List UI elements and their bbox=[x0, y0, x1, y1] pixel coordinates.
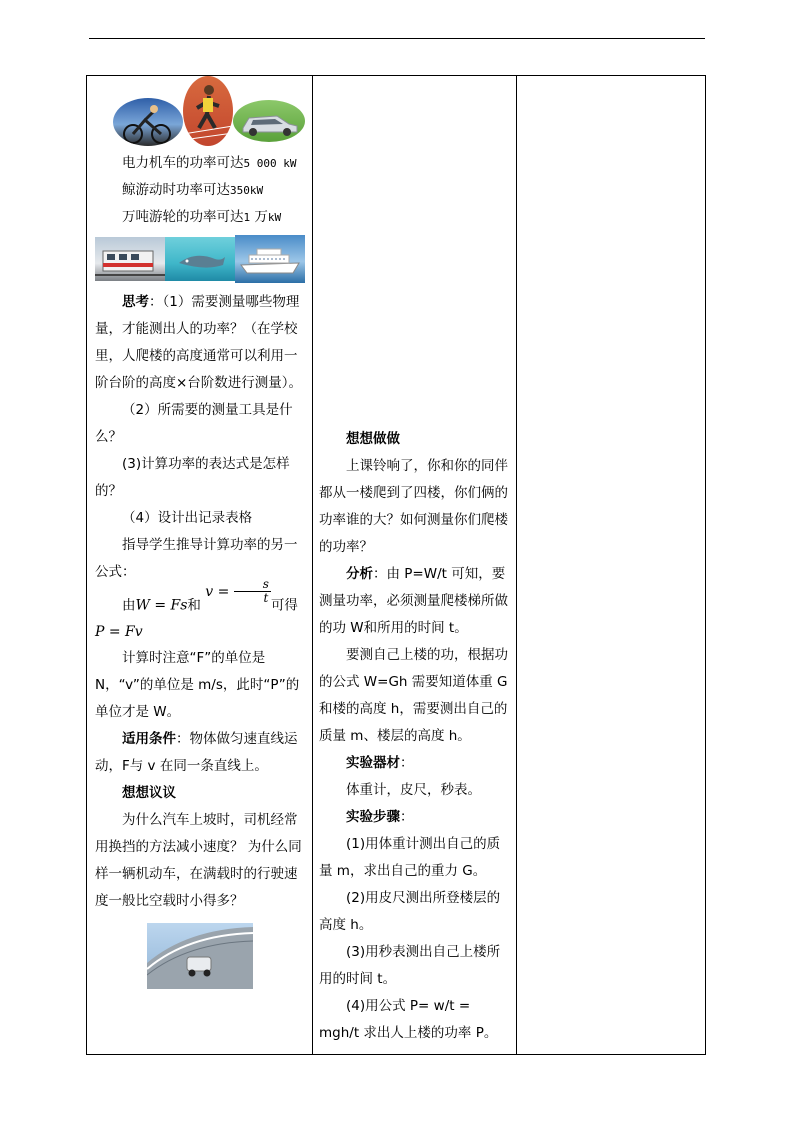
runner-icon bbox=[183, 76, 233, 146]
formula-work: W = Fs bbox=[135, 597, 188, 614]
ship-icon bbox=[235, 235, 305, 283]
guide-paragraph: 指导学生推导计算功率的另一公式： bbox=[95, 537, 298, 580]
header-rule bbox=[89, 38, 705, 39]
activity-intro: 上课铃响了，你和你的同伴都从一楼爬到了四楼，你们俩的功率谁的大？如何测量你们爬楼的功率？ bbox=[319, 458, 508, 555]
car-photo bbox=[233, 100, 305, 142]
formula-velocity: v = $\frac{s}{t}$ bbox=[205, 577, 269, 605]
question-4: （4）设计出记录表格 bbox=[122, 510, 253, 526]
uphill-car-photo bbox=[147, 923, 253, 989]
locomotive-photo bbox=[95, 237, 165, 281]
train-icon bbox=[95, 237, 165, 281]
unit-note: 计算时注意“F”的单位是 N，“v”的单位是 m/s，此时“P”的单位才是 W。 bbox=[95, 650, 300, 720]
step-3: (3)用秒表测出自己上楼所用的时间 t。 bbox=[319, 944, 501, 987]
car-icon bbox=[233, 100, 305, 142]
runner-photo bbox=[183, 76, 233, 146]
step-2: (2)用皮尺测出所登楼层的高度 h。 bbox=[319, 890, 501, 933]
step-1: (1)用体重计测出自己的质量 m，求出自己的重力 G。 bbox=[319, 836, 501, 879]
cyclist-icon bbox=[113, 98, 183, 146]
vehicles-image-group bbox=[95, 235, 306, 283]
question-2: （2）所需要的测量工具是什么？ bbox=[95, 402, 293, 445]
steps-heading: 实验步骤： bbox=[346, 809, 414, 825]
equipment-list: 体重计，皮尺，秒表。 bbox=[346, 782, 481, 798]
whale-photo bbox=[165, 237, 235, 281]
discuss-title: 想想议议 bbox=[122, 785, 176, 801]
student-activity-column bbox=[313, 76, 517, 1054]
uphill-car-icon bbox=[147, 923, 253, 989]
condition-paragraph: 适用条件：物体做匀速直线运动，F与 v 在同一条直线上。 bbox=[95, 731, 298, 774]
discuss-paragraph: 为什么汽车上坡时，司机经常用换挡的方法减小速度？ 为什么同样一辆机动车，在满载时的行驶速度一般比空载时小得多？ bbox=[95, 812, 302, 909]
equipment-heading: 实验器材： bbox=[346, 755, 414, 771]
analysis-paragraph: 分析：由 P=W/t 可知，要测量功率，必须测量爬楼梯所做的功 W和所用的时间 t。 bbox=[319, 566, 508, 636]
lesson-table bbox=[86, 75, 706, 1055]
think-paragraph: 思考：（1）需要测量哪些物理量，才能测出人的功率？（在学校里，人爬楼的高度通常可以利用一阶台阶的高度×台阶数进行测量）。 bbox=[95, 294, 303, 391]
power-fact-cruise: 万吨游轮的功率可达1 万kW bbox=[122, 209, 282, 225]
power-fact-locomotive: 电力机车的功率可达5 000 kW bbox=[122, 155, 297, 171]
whale-icon bbox=[165, 237, 235, 281]
notes-column bbox=[517, 76, 707, 1054]
question-3: (3)计算功率的表达式是怎样的？ bbox=[95, 456, 290, 499]
derivation-line: 由W = Fs和 v = $\frac{s}{t}$ 可得 bbox=[122, 577, 298, 614]
formula-power-line: P = Fv bbox=[95, 624, 143, 640]
cruise-ship-photo bbox=[235, 235, 305, 283]
cyclist-photo bbox=[113, 98, 183, 146]
step-4: (4)用公式 P= w/t = mgh/t 求出人上楼的功率 P。 bbox=[319, 998, 498, 1041]
activity-title: 想想做做 bbox=[346, 431, 400, 447]
teaching-content-column bbox=[87, 76, 312, 1054]
power-fact-whale: 鲸游动时功率可达350kW bbox=[122, 182, 264, 198]
athletes-image-group bbox=[105, 76, 306, 150]
work-paragraph: 要测自己上楼的功，根据功的公式 W=Gh 需要知道体重 G 和楼的高度 h，需要测出自己的质量 m、楼层的高度 h。 bbox=[319, 647, 508, 744]
